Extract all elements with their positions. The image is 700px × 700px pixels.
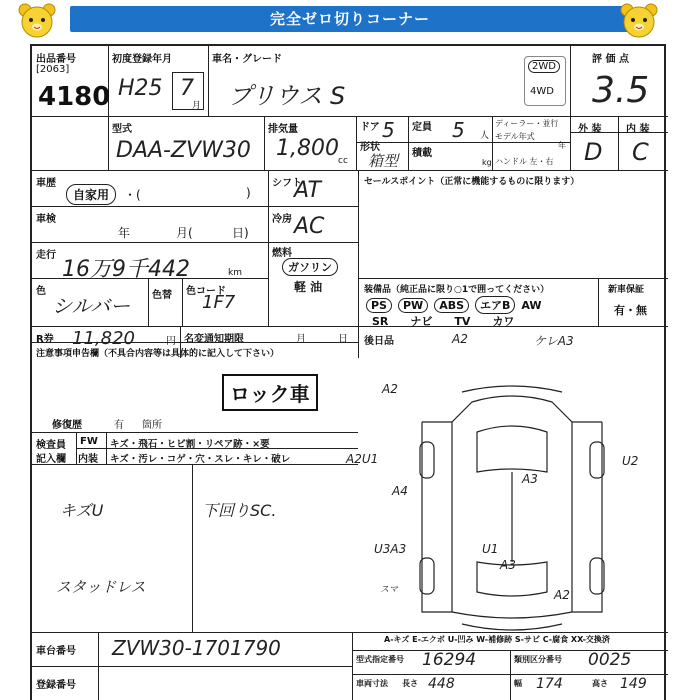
chassis-value: ZVW30-1701790 xyxy=(112,636,281,660)
equipment-item: TV xyxy=(454,315,471,328)
model-name: プリウス S xyxy=(228,82,346,110)
selling-points-label: セールスポイント（正常に機能するものに限ります） xyxy=(364,177,580,187)
plate-label: 登録番号 xyxy=(36,680,76,691)
load-label: 積載 xyxy=(412,148,432,159)
registration-month: 7 xyxy=(180,76,194,101)
remark-left-1: キズU xyxy=(60,501,104,520)
doors-value: 5 xyxy=(382,118,395,142)
damage-mark: スマ xyxy=(380,585,398,595)
inspection-month-label: 月( xyxy=(176,226,193,240)
repair-value: 有 xyxy=(114,420,124,431)
color-code: 1F7 xyxy=(202,292,236,313)
fuel-diesel: 軽 油 xyxy=(294,280,323,294)
damage-mark: A4 xyxy=(392,484,408,498)
damage-mark: U2 xyxy=(622,454,639,468)
height-label: 高さ xyxy=(592,679,608,688)
length-label: 長さ xyxy=(402,679,418,688)
height-value: 149 xyxy=(620,676,647,692)
ac-value: AC xyxy=(294,214,325,239)
mileage-unit: km xyxy=(228,268,242,278)
color-code-label: 色コード xyxy=(186,286,226,297)
auction-sheet xyxy=(30,44,666,700)
equipment-item: PS xyxy=(366,298,392,313)
damage-mark: A3 xyxy=(500,558,516,572)
remark-right-1: 下回りSC. xyxy=(202,501,277,520)
inspection-year-label: 年 xyxy=(118,226,131,240)
length-value: 448 xyxy=(428,676,455,692)
banner-title: 完全ゼロ切りコーナー xyxy=(70,6,630,32)
banner xyxy=(0,0,700,42)
recycle-unit: 円 xyxy=(166,336,176,347)
class-number-value: 0025 xyxy=(588,650,632,670)
displacement-value: 1,800 xyxy=(276,136,339,161)
ac-label: 冷房 xyxy=(272,214,292,225)
grade-value: 3.5 xyxy=(592,70,650,111)
model-label: 車名・グレード xyxy=(212,54,282,65)
mileage-value: 16万9千442 xyxy=(62,257,190,282)
inspector-row1: キズ・飛石・ヒビ割・リペア跡・×要 xyxy=(110,439,270,450)
color-change-label: 色替 xyxy=(152,290,172,301)
recycle-label: R券 xyxy=(36,334,54,345)
damage-mark: ケレA3 xyxy=(534,334,574,348)
name-change-day: 日 xyxy=(338,334,348,345)
shape-label: 形状 xyxy=(360,142,380,153)
new-warranty-value: 有・無 xyxy=(614,304,647,317)
registration-year: H25 xyxy=(118,76,163,101)
car-damage-diagram xyxy=(362,362,668,652)
repair-label: 修復歴 xyxy=(52,420,82,431)
bear-mascot-icon xyxy=(618,2,660,40)
equipment-item: エアB xyxy=(475,296,515,314)
color-value: シルバー xyxy=(52,294,131,318)
bear-mascot-icon xyxy=(16,2,58,40)
damage-mark: A2U1 xyxy=(346,452,379,466)
exterior-label: 外 装 xyxy=(578,124,602,135)
lot-label: 出品番号 xyxy=(36,54,76,65)
mileage-label: 走行 xyxy=(36,250,56,261)
shift-label: シフト xyxy=(272,178,302,189)
name-change-label: 名変通知期限 xyxy=(184,334,244,345)
damage-mark: A2 xyxy=(452,332,468,346)
repair-part: 箇所 xyxy=(142,420,162,431)
color-label: 色 xyxy=(36,286,46,297)
usage-value: 自家用 xyxy=(66,184,116,205)
interior-label: 内 装 xyxy=(626,124,650,135)
type-number-label: 型式指定番号 xyxy=(356,655,404,664)
name-change-month: 月 xyxy=(296,334,306,345)
equipment-label: 装備品（純正品に限り○1で囲ってください） xyxy=(364,285,550,295)
legend-text: A-キズ E-エクボ U-凹み W-補修跡 S-サビ C-腐食 XX-交換済 xyxy=(384,635,610,644)
lot-code: [2063] xyxy=(36,64,70,75)
capacity-value: 5 xyxy=(452,118,465,142)
equipment-item: SR xyxy=(372,315,389,328)
width-label: 幅 xyxy=(514,679,522,688)
remark-left-2: スタッドレス xyxy=(56,578,146,596)
exterior-grade: D xyxy=(584,138,603,166)
equipment-item: ナビ xyxy=(410,315,433,328)
type-number-value: 16294 xyxy=(422,650,477,670)
shape-value: 箱型 xyxy=(368,152,399,170)
model-year-label: モデル年式 xyxy=(495,132,535,141)
lock-stamp: ロック車 xyxy=(222,374,318,411)
inspector-inner: 内装 xyxy=(78,454,98,465)
equipment-item: PW xyxy=(398,298,428,313)
recycle-value: 11,820 xyxy=(72,328,135,349)
dealer-label: ディーラー・並行 xyxy=(495,119,559,128)
capacity-unit: 人 xyxy=(480,131,490,141)
load-unit: kg xyxy=(482,158,492,167)
type-value: DAA-ZVW30 xyxy=(116,138,251,163)
usage-label: 車歴 xyxy=(36,178,56,189)
inspector-fw: FW xyxy=(80,436,98,447)
inspection-label: 車検 xyxy=(36,214,56,225)
type-label: 型式 xyxy=(112,124,132,135)
equipment-item: ABS xyxy=(434,298,469,313)
damage-mark: U1 xyxy=(482,542,499,556)
equipment-item: カワ xyxy=(492,315,515,328)
usage-extra: ・( xyxy=(124,188,141,202)
inspection-day-label: 日) xyxy=(232,226,249,240)
fuel-label: 燃料 xyxy=(272,248,292,259)
damage-mark: A2 xyxy=(382,382,398,396)
damage-mark: A2 xyxy=(554,588,570,602)
handle-label: ハンドル 左・右 xyxy=(495,157,554,166)
doors-label: ドア xyxy=(360,122,380,133)
drive-2wd: 2WD xyxy=(528,60,560,73)
fuel-gasoline: ガソリン xyxy=(282,258,338,276)
class-number-label: 類別区分番号 xyxy=(514,655,562,664)
chassis-label: 車台番号 xyxy=(36,646,76,657)
damage-mark: U3A3 xyxy=(374,542,407,556)
lot-number: 4180 xyxy=(38,82,111,112)
inspector-label-2: 記入欄 xyxy=(36,454,66,465)
damage-mark: A3 xyxy=(522,472,538,486)
notes-label: 注意事項申告欄（不具合内容等は具体的に記入して下さい） xyxy=(36,349,280,359)
registration-label: 初度登録年月 xyxy=(112,54,172,65)
grade-label: 評 価 点 xyxy=(592,54,629,65)
registration-month-suffix: 月 xyxy=(192,101,202,111)
body-dim-label: 車両寸法 xyxy=(356,679,388,688)
usage-close: ) xyxy=(246,186,251,200)
interior-grade: C xyxy=(632,138,649,166)
post-fit-label: 後日品 xyxy=(364,336,394,347)
drive-4wd: 4WD xyxy=(530,86,554,97)
inspector-label-1: 検査員 xyxy=(36,440,66,451)
equipment-item: AW xyxy=(521,299,542,312)
inspector-row2: キズ・汚レ・コゲ・穴・スレ・キレ・破レ xyxy=(110,454,291,465)
model-year-unit: 年 xyxy=(558,141,566,150)
displacement-label: 排気量 xyxy=(268,124,298,135)
new-warranty-label: 新車保証 xyxy=(608,285,645,295)
shift-value: AT xyxy=(294,178,321,203)
width-value: 174 xyxy=(536,676,563,692)
capacity-label: 定員 xyxy=(412,122,432,133)
displacement-unit: cc xyxy=(338,156,348,166)
